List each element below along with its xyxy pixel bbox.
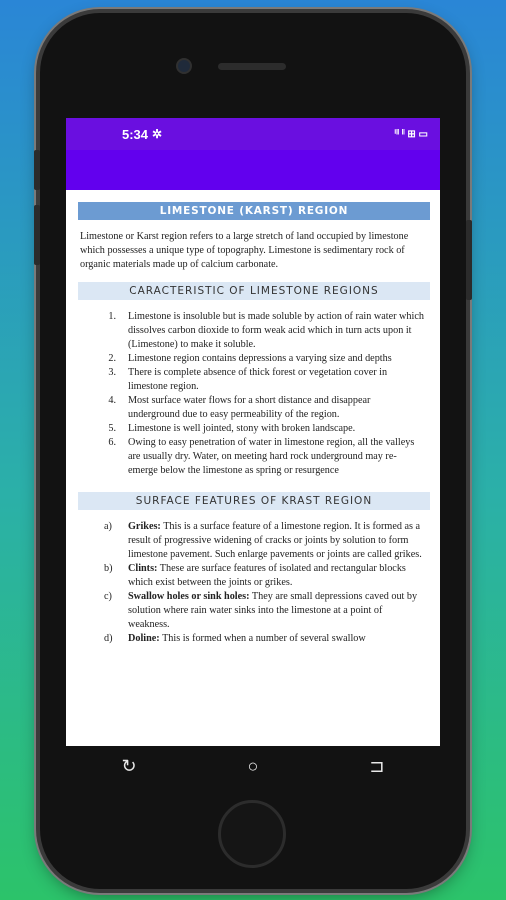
list-item: a) Grikes: This is a surface feature of a limestone region. It is formed as a result of progressive widening of cracks or joints by solution to form limestone pavement. Such enlarge pavements or joints are called grikes. — [104, 521, 422, 560]
status-icons: ⁱˡˡ ˡˡ ⊞ ▭ — [394, 128, 428, 140]
page-title: LIMESTONE (KARST) REGION — [78, 202, 430, 220]
status-bar — [66, 118, 440, 150]
features-list — [78, 520, 430, 646]
list-item: d) Doline: This is formed when a number of several swallow — [104, 633, 366, 644]
features-header: SURFACE FEATURES OF KRAST REGION — [78, 492, 430, 510]
list-item: c) Swallow holes or sink holes: They are small depressions caved out by solution where rain water sinks into the limestone at a point of weakness. — [104, 591, 418, 630]
article-content — [66, 190, 440, 646]
status-time: 5:34 — [122, 126, 149, 142]
power-button — [466, 220, 472, 300]
front-camera — [176, 58, 192, 74]
back-icon[interactable]: ⊐ — [369, 755, 385, 776]
list-item: 5. Limestone is well jointed, stony with broken landscape. — [108, 423, 356, 434]
settings-icon: ✲ — [152, 127, 163, 141]
list-item: b) Clints: These are surface features of isolated and rectangular blocks which exist between the joints or grikes. — [104, 563, 406, 588]
recent-apps-icon[interactable]: ↻ — [121, 755, 137, 776]
home-icon[interactable]: ○ — [247, 755, 259, 776]
list-item: 4. Most surface water flows for a short distance and disappear underground due to easy permeability of the region. — [108, 395, 371, 420]
hardware-home-button[interactable] — [218, 800, 286, 868]
app-toolbar — [66, 150, 440, 190]
intro-paragraph: Limestone or Karst region refers to a large stretch of land occupied by limestone which possesses a unique type of topography. Limestone is sedimentary rock of organic materials made up of calcium carbonate. — [80, 231, 409, 270]
earpiece-speaker — [218, 63, 286, 70]
list-item: 1. Limestone is insoluble but is made soluble by action of rain water which dissolves carbon dioxide to form weak acid which in turn acts upon it (Limestone) to make it soluble. — [108, 311, 424, 350]
characteristics-header: CARACTERISTIC OF LIMESTONE REGIONS — [78, 282, 430, 300]
list-item: 3. There is complete absence of thick forest or vegetation cover in limestone region. — [108, 367, 388, 392]
list-item: 6. Owing to easy penetration of water in limestone region, all the valleys are usually dry. Water, on meeting hard rock underground may re-emerge below the limestone as spring or resurgence — [108, 437, 415, 476]
list-item: 2. Limestone region contains depressions a varying size and depths — [108, 353, 392, 364]
system-nav-bar — [66, 746, 440, 786]
characteristics-list — [78, 310, 430, 478]
app-screen — [66, 118, 440, 746]
volume-up-button — [34, 150, 40, 190]
volume-down-button — [34, 205, 40, 265]
